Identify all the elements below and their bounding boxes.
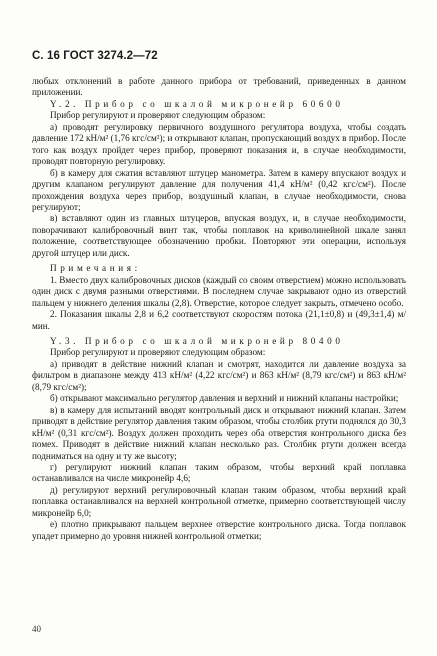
list-item-d-y3: д) регулируют верхний регулировочный клапан таким образом, чтобы верхний край поплавка останавливался на верхней контрольной отметке, примерно соответствующей числу микронейр 6,0; xyxy=(32,484,406,518)
document-body xyxy=(32,76,406,542)
list-item-v-y3: в) в камеру для испытаний вводят контрольный диск и открывают нижний клапан. Затем приводят в действие регулятор давления таким образом, чтобы столбик ртути поднялся до 30,3 кН/м² (0,31 кгс/см²). Воздух должен проходить через оба отверстия контрольного диска без помех. Приводят в действие нижний клапан несколько раз. Столбик ртути должен всегда подниматься на одну и ту же высоту; xyxy=(32,404,406,461)
list-item-a-y3: а) приводят в действие нижний клапан и смотрят, находится ли давление воздуха за фильтром в диапазоне между 413 кН/м² (4,22 кгс/см²) и 863 кН/м² (8,79 кгс/см²) и 863 кН/м² (8,79 кгс/см²); xyxy=(32,358,406,392)
paragraph-intro-y2: Прибор регулируют и проверяют следующим образом: xyxy=(50,110,266,121)
paragraph-intro-y3: Прибор регулируют и проверяют следующим образом: xyxy=(50,347,266,358)
page-number: 40 xyxy=(32,624,41,634)
section-heading-y3: Y.3. Прибор со шкалой микронейр 80400 xyxy=(50,335,344,346)
note-1: 1. Вместо двух калибровочных дисков (каждый со своим отверстием) можно использовать один диск с двумя разными отверстиями. В последнем случае закрывают одно из отверстий пальцем у нижнего деления шкалы (2,8). Отверстие, которое следует закрыть, отмечено особо. xyxy=(32,274,406,308)
note-2: 2. Показания шкалы 2,8 и 6,2 соответствуют скоростям потока (21,1±0,8) и (49,3±1,4) м/мин. xyxy=(32,309,406,331)
page-header: С. 16 ГОСТ 3274.2—72 xyxy=(32,50,158,62)
list-item-e-y3: е) плотно прикрывают пальцем верхнее отверстие контрольного диска. Тогда поплавок упадет примерно до уровня нижней контрольной отметки; xyxy=(32,519,406,541)
section-heading-y2: Y.2. Прибор со шкалой микронейр 60600 xyxy=(50,98,344,109)
paragraph-continuation: любых отклонений в работе данного прибора от требований, приведенных в данном приложении. xyxy=(32,76,406,98)
list-item-b: б) в камеру для сжатия вставляют штуцер манометра. Затем в камеру впускают воздух и другим клапаном регулируют давление для получения 41,4 кН/м² (0,42 кгс/см²). После прохождения воздуха через прибор, воздушный клапан, в случае необходимости, снова регулируют; xyxy=(32,167,406,212)
notes-heading: Примечания: xyxy=(50,263,141,274)
list-item-b-y3: б) открывают максимально регулятор давления и верхний и нижний клапаны настройки; xyxy=(50,393,399,404)
list-item-a: а) проводят регулировку первичного воздушного регулятора воздуха, чтобы создать давление 172 кН/м² (1,76 кгс/см²); и открывают клапан, пропускающий воздух в прибор. После того как воздух пройдет через прибор, проверяют показания и, в случае необходимости, проводят повторную регулировку. xyxy=(32,121,406,167)
list-item-g-y3: г) регулируют нижний клапан таким образом, чтобы верхний край поплавка останавливался на числе микронейр 4,6; xyxy=(32,461,406,484)
list-item-v: в) вставляют один из главных штуцеров, впуская воздух, и, в случае необходимости, поворачивают калибровочный винт так, чтобы поплавок на криволинейной шкале занял положение, соответствующее обозначению пробки. Повторяют эти операции, используя другой штуцер или диск. xyxy=(32,213,406,258)
